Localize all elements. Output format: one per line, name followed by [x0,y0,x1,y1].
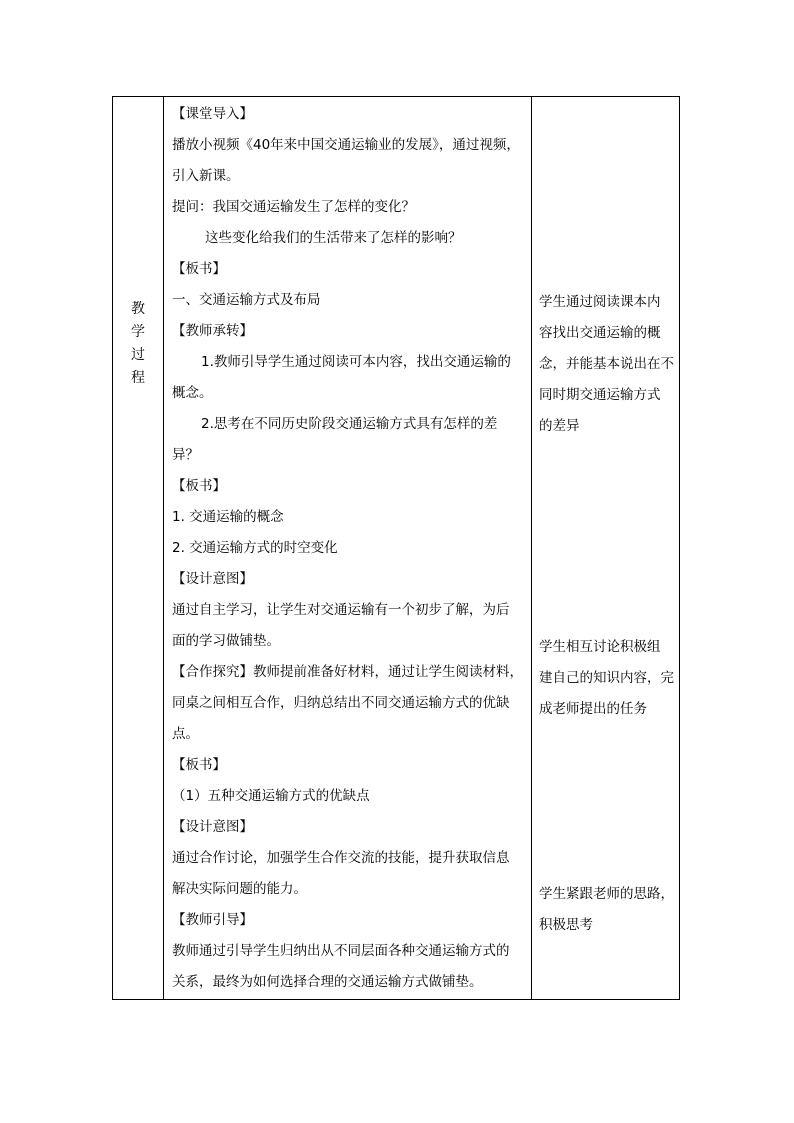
text-line: 同桌之间相互合作，归纳总结出不同交通运输方式的优缺 [172,695,510,711]
section-heading-design: 【设计意图】 [172,571,253,587]
stage-char: 程 [131,370,145,386]
board-item: 2. 交通运输方式的时空变化 [172,540,338,556]
text-line: 的差异 [539,418,580,434]
section-heading-board: 【板书】 [172,261,226,277]
text-line: 同时期交通运输方式 [539,387,661,403]
section-heading-board: 【板书】 [172,478,226,494]
text-line: 教师通过引导学生归纳出从不同层面各种交通运输方式的 [172,943,510,959]
text-line: 引入新课。 [172,168,240,184]
text-line: 学生相互讨论积极组 [539,639,661,655]
section-heading-guide: 【教师引导】 [172,912,253,928]
text-line: 点。 [172,726,199,742]
board-item: （1）五种交通运输方式的优缺点 [172,788,370,804]
student-activity-block [539,879,679,941]
board-item: 一、交通运输方式及布局 [172,292,321,308]
section-heading-intro: 【课堂导入】 [172,106,253,122]
stage-label [120,298,156,390]
question-line: 提问：我国交通运输发生了怎样的变化？ [172,199,415,215]
column-divider [531,97,532,999]
board-item: 1. 交通运输的概念 [172,509,284,525]
text-line: 【合作探究】教师提前准备好材料，通过让学生阅读材料， [172,664,523,680]
text-line: 念，并能基本说出在不 [539,356,674,372]
text-line: 通过合作讨论，加强学生合作交流的技能，提升获取信息 [172,850,510,866]
text-line: 成老师提出的任务 [539,701,647,717]
text-line: 解决实际问题的能力。 [172,881,307,897]
stage-char: 过 [131,347,145,363]
section-heading-design: 【设计意图】 [172,819,253,835]
stage-column [113,97,163,999]
text-line: 关系，最终为如何选择合理的交通运输方式做铺垫。 [172,974,483,990]
text-line: 2.思考在不同历史阶段交通运输方式具有怎样的差 [201,416,498,432]
question-line: 这些变化给我们的生活带来了怎样的影响？ [205,230,462,246]
section-heading-transition: 【教师承转】 [172,323,253,339]
section-heading-board: 【板书】 [172,757,226,773]
text-line: 建自己的知识内容，完 [539,670,674,686]
text-line: 积极思考 [539,917,593,933]
text-line: 通过自主学习，让学生对交通运输有一个初步了解，为后 [172,602,510,618]
stage-char: 学 [131,324,145,340]
text-line: 异？ [172,447,199,463]
text-line: 1.教师引导学生通过阅读可本内容，找出交通运输的 [201,354,511,370]
text-line: 播放小视频《40年来中国交通运输业的发展》，通过视频， [172,137,520,153]
text-line: 面的学习做铺垫。 [172,633,280,649]
text-line: 学生紧跟老师的思路， [539,886,674,902]
text-line: 容找出交通运输的概 [539,325,661,341]
lesson-table [112,96,680,1000]
text-line: 概念。 [172,385,213,401]
stage-char: 教 [131,301,145,317]
student-activity-block [539,287,679,442]
student-activity-block [539,632,679,725]
teacher-activity-column [164,99,530,998]
text-line: 学生通过阅读课本内 [539,294,661,310]
